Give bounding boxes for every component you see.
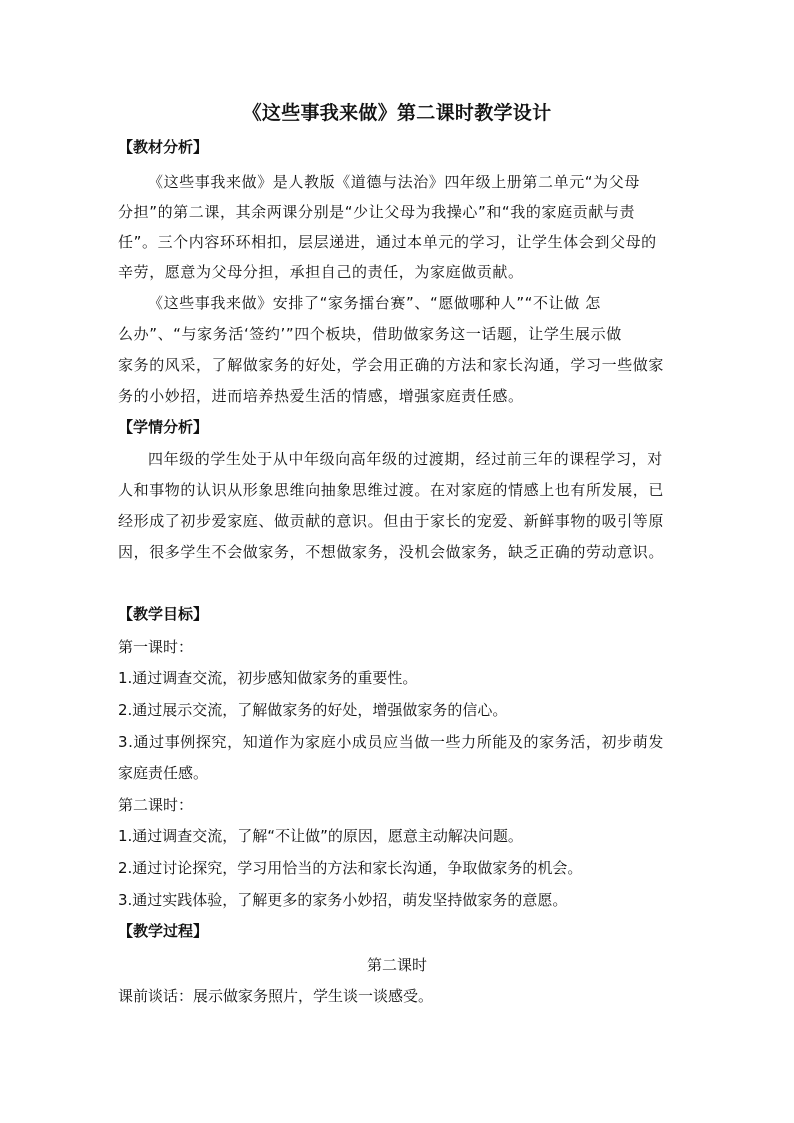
section-heading-learner-analysis: 【学情分析】: [118, 418, 209, 436]
paragraph-line: 经形成了初步爱家庭、做贡献的意识。但由于家长的宠爱、新鲜事物的吸引等原: [118, 512, 665, 530]
paragraph-line: 四年级的学生处于从中年级向高年级的过渡期，经过前三年的课程学习，对: [148, 450, 663, 468]
lesson-one-label: 第一课时：: [118, 638, 194, 656]
objective-item: 1.通过调查交流，初步感知做家务的重要性。: [118, 669, 418, 687]
paragraph-line: 务的小妙招，进而培养热爱生活的情感，增强家庭责任感。: [118, 387, 524, 405]
paragraph-line: 么办”、“与家务活‘签约’”四个板块，借助做家务这一话题，让学生展示做: [118, 325, 622, 343]
process-intro: 课前谈话：展示做家务照片，学生谈一谈感受。: [118, 987, 434, 1005]
section-heading-material-analysis: 【教材分析】: [118, 138, 209, 156]
objective-item: 1.通过调查交流，了解“不让做”的原因，愿意主动解决问题。: [118, 827, 523, 845]
objective-item: 3.通过事例探究，知道作为家庭小成员应当做一些力所能及的家务活，初步萌发: [118, 733, 664, 751]
paragraph-line: 辛劳，愿意为父母分担，承担自己的责任，为家庭做贡献。: [118, 263, 524, 281]
section-heading-process: 【教学过程】: [118, 922, 209, 940]
paragraph-line: 分担”的第二课，其余两课分别是“少让父母为我操心”和“我的家庭贡献与责: [118, 203, 636, 221]
paragraph-line: 《这些事我来做》安排了“家务擂台赛”、“愿做哪种人”“不让做 怎: [148, 294, 601, 312]
objective-item: 3.通过实践体验，了解更多的家务小妙招，萌发坚持做家务的意愿。: [118, 891, 568, 909]
paragraph-line: 家务的风采，了解做家务的好处，学会用正确的方法和家长沟通，学习一些做家: [118, 356, 665, 374]
section-heading-objectives: 【教学目标】: [118, 605, 209, 623]
objective-item: 家庭责任感。: [118, 764, 209, 782]
paragraph-line: 因，很多学生不会做家务，不想做家务，没机会做家务，缺乏正确的劳动意识。: [118, 543, 665, 561]
objective-item: 2.通过讨论探究，学习用恰当的方法和家长沟通，争取做家务的机会。: [118, 859, 583, 877]
lesson-two-label: 第二课时：: [118, 796, 194, 814]
lesson-title: 第二课时: [366, 956, 427, 974]
document-title: 《这些事我来做》第二课时教学设计: [242, 102, 552, 124]
paragraph-line: 《这些事我来做》是人教版《道德与法治》四年级上册第二单元“为父母: [148, 173, 640, 191]
paragraph-line: 人和事物的认识从形象思维向抽象思维过渡。在对家庭的情感上也有所发展，已: [118, 481, 665, 499]
objective-item: 2.通过展示交流，了解做家务的好处，增强做家务的信心。: [118, 701, 508, 719]
paragraph-line: 任”。三个内容环环相扣，层层递进，通过本单元的学习，让学生体会到父母的: [118, 233, 657, 251]
